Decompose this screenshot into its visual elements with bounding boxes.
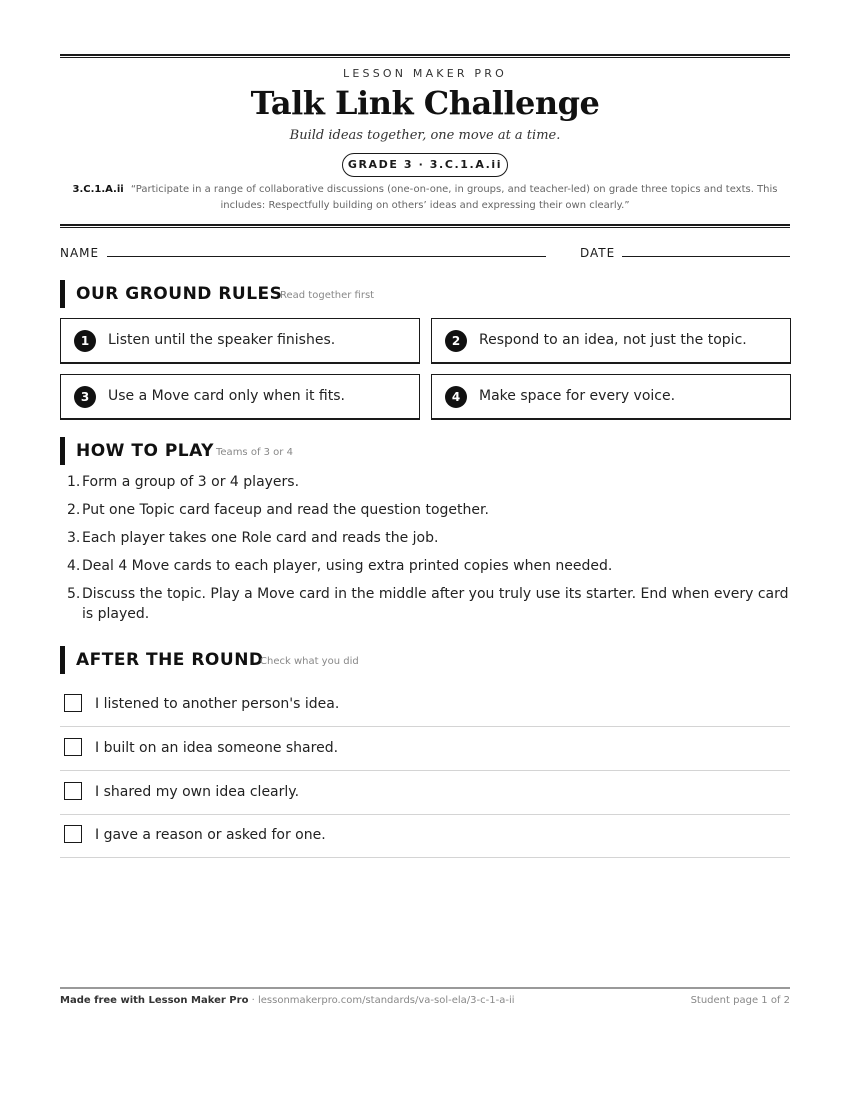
instructions-list (60, 472, 790, 632)
page-subtitle: Build ideas together, one move at a time. (289, 128, 561, 143)
ground-rule-card (60, 318, 420, 364)
instruction-step: 3. Each player takes one Role card and reads the job. (67, 530, 439, 546)
checklist-item (60, 726, 790, 771)
footer-url[interactable]: lessonmakerpro.com/standards/va-sol-ela/3-c-1-a-ii (257, 995, 515, 1006)
ground-rule-card (431, 318, 791, 364)
instruction-step: 5. Discuss the topic. Play a Move card in the middle after you truly use its starter. End when every card is played. (67, 586, 789, 622)
ground-rule-card (60, 374, 420, 420)
section-bar (60, 437, 65, 465)
section-subheading: Teams of 3 or 4 (216, 447, 293, 458)
page-title: Talk Link Challenge (250, 84, 600, 122)
checklist-label: I listened to another person's idea. (95, 696, 340, 712)
rule-text: Make space for every voice. (479, 388, 676, 404)
name-field[interactable] (107, 256, 546, 257)
checkbox[interactable] (64, 825, 82, 843)
checkbox[interactable] (64, 782, 82, 800)
checklist-item (60, 813, 790, 858)
date-field[interactable] (622, 256, 790, 257)
section-subheading: Check what you did (260, 656, 359, 667)
footer-rule (60, 987, 790, 989)
header-top-rule (60, 54, 790, 58)
instruction-step: 1. Form a group of 3 or 4 players. (67, 474, 300, 490)
footer-page-label: Student page 1 of 2 (690, 995, 790, 1006)
brand-name: LESSON MAKER PRO (343, 67, 507, 80)
name-label: NAME (60, 246, 100, 260)
instruction-step: 4. Deal 4 Move cards to each player, using extra printed copies when needed. (67, 558, 613, 574)
rule-number-badge: 3 (74, 386, 96, 408)
footer-made-with: Made free with Lesson Maker Pro (60, 995, 249, 1006)
standard-statement (70, 182, 780, 214)
checkbox[interactable] (64, 738, 82, 756)
grade-badge: GRADE 3 · 3.C.1.A.ii (342, 153, 508, 177)
ground-rule-card (431, 374, 791, 420)
checklist-label: I gave a reason or asked for one. (95, 827, 326, 843)
section-heading: OUR GROUND RULES (76, 284, 283, 304)
rule-text: Listen until the speaker finishes. (108, 332, 336, 348)
section-heading: HOW TO PLAY (76, 441, 214, 461)
rule-number-badge: 1 (74, 330, 96, 352)
date-label: DATE (580, 246, 616, 260)
rule-text: Respond to an idea, not just the topic. (479, 332, 747, 348)
header-bottom-rule (60, 224, 790, 228)
rule-number-badge: 2 (445, 330, 467, 352)
checklist-item (60, 770, 790, 815)
section-subheading: Read together first (280, 290, 375, 301)
standard-code: 3.C.1.A.ii (72, 184, 124, 195)
standard-text: “Participate in a range of collaborative discussions (one-on-one, in groups, and teacher-led) on grade three topics and texts. This includes: Respectfully building on others’ ideas and expressing their own clearly.” (130, 184, 778, 211)
instruction-step: 2. Put one Topic card faceup and read the question together. (67, 502, 489, 518)
rule-text: Use a Move card only when it fits. (108, 388, 345, 404)
page-footer (60, 995, 790, 1006)
checklist-item (60, 682, 790, 727)
checklist-label: I shared my own idea clearly. (95, 784, 300, 800)
name-date-row (60, 246, 790, 260)
section-heading: AFTER THE ROUND (76, 650, 264, 670)
footer-separator: · (248, 995, 258, 1006)
checklist-label: I built on an idea someone shared. (95, 740, 339, 756)
section-bar (60, 280, 65, 308)
checkbox[interactable] (64, 694, 82, 712)
section-bar (60, 646, 65, 674)
rule-number-badge: 4 (445, 386, 467, 408)
